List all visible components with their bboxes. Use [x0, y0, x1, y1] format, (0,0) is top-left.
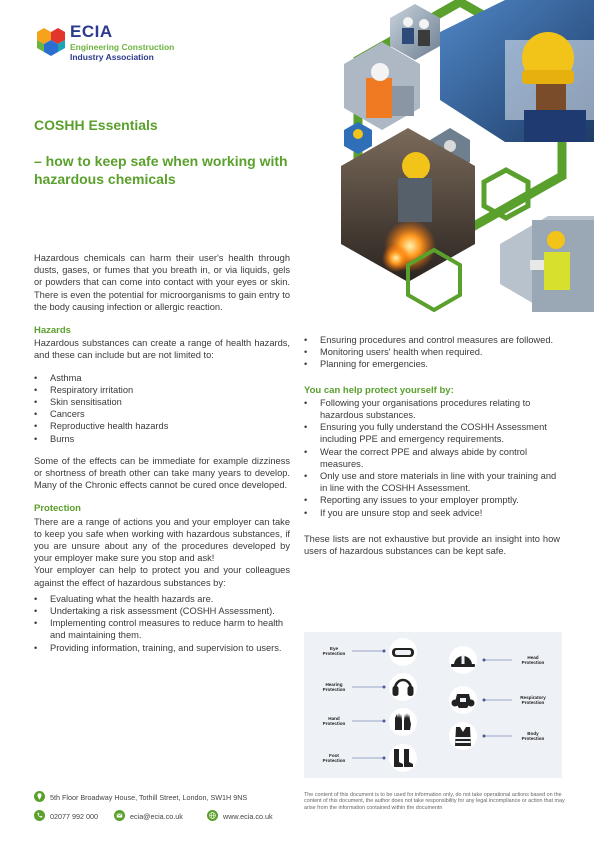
logo-name-line-2: Industry Association	[70, 52, 154, 62]
list-item: • Cancers	[34, 408, 290, 420]
footer-phone[interactable]: 02077 992 000	[50, 812, 98, 821]
email-icon	[114, 810, 125, 821]
list-item: • Implementing control measures to reduce harm to health and maintaining them.	[34, 617, 290, 641]
list-item: • Reproductive health hazards	[34, 420, 290, 432]
goggles-icon	[388, 638, 418, 666]
footer-email-link[interactable]: ecia@ecia.co.uk	[130, 812, 183, 821]
hard-hat-icon	[448, 646, 478, 674]
list-item: • Providing information, training, and supervision to users.	[34, 642, 290, 654]
hand-protection-label: Hand Protection	[322, 716, 346, 727]
ecia-logo[interactable]	[34, 22, 194, 62]
hexagon-cubes-icon	[34, 24, 68, 58]
closing-paragraph: These lists are not exhaustive but provide an insight into how users of hazardous substances can be kept safe.	[304, 533, 560, 557]
respiratory-protection-label: Respiratory Protection	[520, 695, 546, 706]
hi-vis-vest-icon	[448, 722, 478, 750]
protection-heading: Protection	[34, 503, 81, 515]
ear-defenders-icon	[388, 673, 418, 701]
footer-disclaimer: The content of this document is to be used for information only, do not take operational actions based on the content of this document, the author does not take responsibility for any legal incompliance or action that may arise from the information contained within the documentn	[304, 792, 565, 811]
protection-text-2: Your employer can help to protect you and your colleagues against the effect of hazardous substances by:	[34, 565, 290, 588]
list-item: • Planning for emergencies.	[304, 358, 560, 370]
list-item: • Asthma	[34, 372, 290, 384]
self-protection-list	[304, 397, 560, 519]
hazards-text: Hazardous substances can create a range of health hazards, and these can include but are not limited to:	[34, 338, 290, 361]
list-item: • Undertaking a risk assessment (COSHH Assessment).	[34, 605, 290, 617]
ppe-infographic	[304, 632, 562, 778]
left-column	[34, 252, 290, 654]
hazards-list	[34, 372, 290, 445]
intro-paragraph: Hazardous chemicals can harm their user's health through dusts, gases, or fumes that you breath in, or via liquids, gels or powders that can come into contact with your eyes or skin. There is even the potential for microorganisms to gain entry to the body causing infection or allergic reaction.	[34, 253, 290, 312]
employer-actions-list	[34, 593, 290, 654]
list-item: • If you are unsure stop and seek advice!	[304, 507, 560, 519]
page-title: COSHH Essentials	[34, 117, 158, 133]
globe-icon	[207, 810, 218, 821]
gloves-icon	[388, 708, 418, 736]
list-item: • Ensuring you fully understand the COSHH Assessment including PPE and emergency requirements.	[304, 421, 560, 445]
eye-protection-label: Eye Protection	[322, 646, 346, 657]
list-item: • Wear the correct PPE and always abide by control measures.	[304, 446, 560, 470]
foot-protection-label: Foot Protection	[322, 753, 346, 764]
body-protection-label: Body Protection	[521, 731, 545, 742]
hazards-heading: Hazards	[34, 325, 71, 337]
page-subtitle: – how to keep safe when working with hazardous chemicals	[34, 153, 288, 187]
list-item: • Burns	[34, 433, 290, 445]
safety-boots-icon	[388, 744, 418, 772]
hazards-effects-paragraph: Some of the effects can be immediate for example dizziness or shortness of breath other can take many years to develop. Many of the Chronic effects cannot be cured once developed.	[34, 455, 290, 491]
respirator-icon	[448, 686, 478, 714]
list-item: • Evaluating what the health hazards are.	[34, 593, 290, 605]
list-item: • Respiratory irritation	[34, 384, 290, 396]
list-item: • Monitoring users' health when required.	[304, 346, 560, 358]
list-item: • Skin sensitisation	[34, 396, 290, 408]
list-item: • Ensuring procedures and control measures are followed.	[304, 334, 560, 346]
hero-photo-collage	[300, 0, 594, 312]
logo-abbreviation: ECIA	[70, 22, 113, 41]
phone-icon	[34, 810, 45, 821]
footer-website-link[interactable]: www.ecia.co.uk	[223, 812, 273, 821]
head-protection-label: Head Protection	[521, 655, 545, 666]
hearing-protection-label: Hearing Protection	[322, 682, 346, 693]
list-item: • Only use and store materials in line with your training and in line with the COSHH Assessment.	[304, 470, 560, 494]
list-item: • Reporting any issues to your employer promptly.	[304, 494, 560, 506]
right-column	[304, 334, 560, 557]
list-item: • Following your organisations procedures relating to hazardous substances.	[304, 397, 560, 421]
protection-text-1: There are a range of actions you and your employer can take to keep you safe when working with hazardous substances, if you are unsure about any of the procedures developed by your employer make sure you stop and ask!	[34, 516, 290, 564]
employer-actions-continued-list	[304, 334, 560, 371]
logo-name-line-1: Engineering Construction	[70, 42, 175, 52]
footer-address: 5th Floor Broadway House, Tothill Street, London, SW1H 9NS	[50, 793, 248, 802]
help-heading: You can help protect yourself by:	[304, 384, 454, 396]
location-pin-icon	[34, 791, 45, 802]
